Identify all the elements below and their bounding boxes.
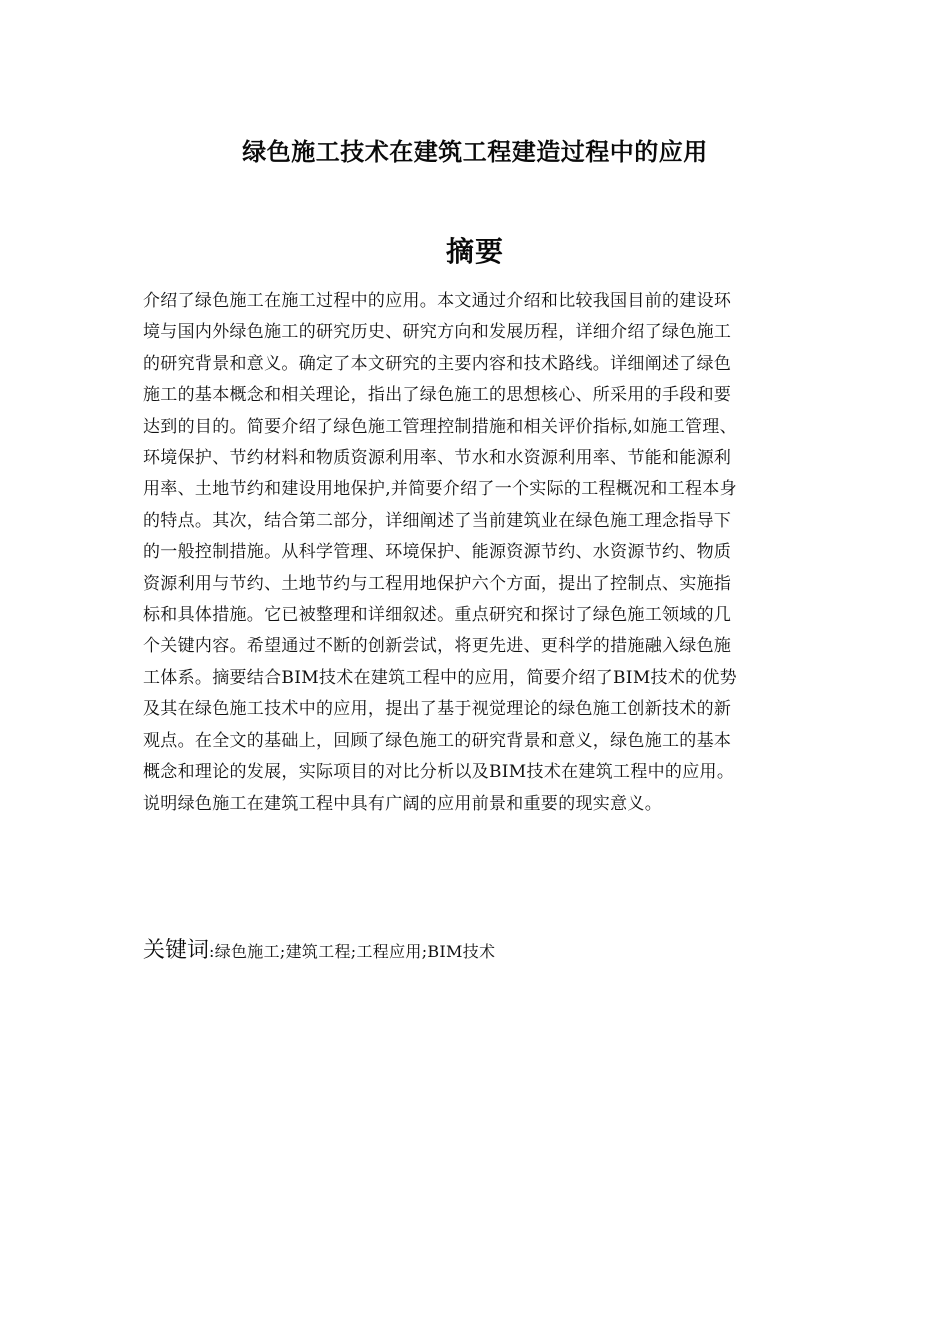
abstract-heading: 摘要 [445, 235, 504, 268]
abstract-line: 的研究背景和意义。确定了本文研究的主要内容和技术路线。详细阐述了绿色 [143, 353, 732, 374]
abstract-line: 环境保护、节约材料和物质资源利用率、节水和水资源利用率、节能和能源利 [143, 448, 732, 469]
abstract-line: 施工的基本概念和相关理论，指出了绿色施工的思想核心、所采用的手段和要 [143, 385, 732, 406]
abstract-line: 的一般控制措施。从科学管理、环境保护、能源资源节约、水资源节约、物质 [143, 542, 732, 563]
abstract-line: 介绍了绿色施工在施工过程中的应用。本文通过介绍和比较我国目前的建设环 [143, 291, 732, 311]
abstract-line: 工体系。摘要结合BIM技术在建筑工程中的应用，简要介绍了BIM技术的优势 [143, 667, 738, 688]
abstract-line: 个关键内容。希望通过不断的创新尝试，将更先进、更科学的措施融入绿色施 [143, 636, 732, 657]
abstract-line: 说明绿色施工在建筑工程中具有广阔的应用前景和重要的现实意义。 [143, 793, 662, 814]
document-title: 绿色施工技术在建筑工程建造过程中的应用 [242, 138, 708, 166]
abstract-line: 达到的目的。简要介绍了绿色施工管理控制措施和相关评价指标,如施工管理、 [143, 416, 737, 437]
keywords-value: :绿色施工;建筑工程;工程应用;BIM技术 [209, 942, 496, 961]
keywords-row [143, 934, 809, 969]
keywords-label: 关键词 [143, 938, 210, 963]
abstract-body [143, 286, 809, 820]
abstract-line: 及其在绿色施工技术中的应用，提出了基于视觉理论的绿色施工创新技术的新 [143, 699, 732, 720]
abstract-line: 概念和理论的发展，实际项目的对比分析以及BIM技术在建筑工程中的应用。 [143, 762, 735, 783]
abstract-line: 观点。在全文的基础上，回顾了绿色施工的研究背景和意义，绿色施工的基本 [143, 730, 732, 751]
abstract-line: 标和具体措施。它已被整理和详细叙述。重点研究和探讨了绿色施工领域的几 [143, 605, 732, 626]
abstract-line: 用率、土地节约和建设用地保护,并简要介绍了一个实际的工程概况和工程本身 [143, 479, 737, 500]
abstract-line: 的特点。其次，结合第二部分，详细阐述了当前建筑业在绿色施工理念指导下 [143, 510, 732, 531]
abstract-line: 资源利用与节约、土地节约与工程用地保护六个方面，提出了控制点、实施指 [143, 573, 732, 594]
abstract-line: 境与国内外绿色施工的研究历史、研究方向和发展历程，详细介绍了绿色施工 [143, 322, 732, 343]
